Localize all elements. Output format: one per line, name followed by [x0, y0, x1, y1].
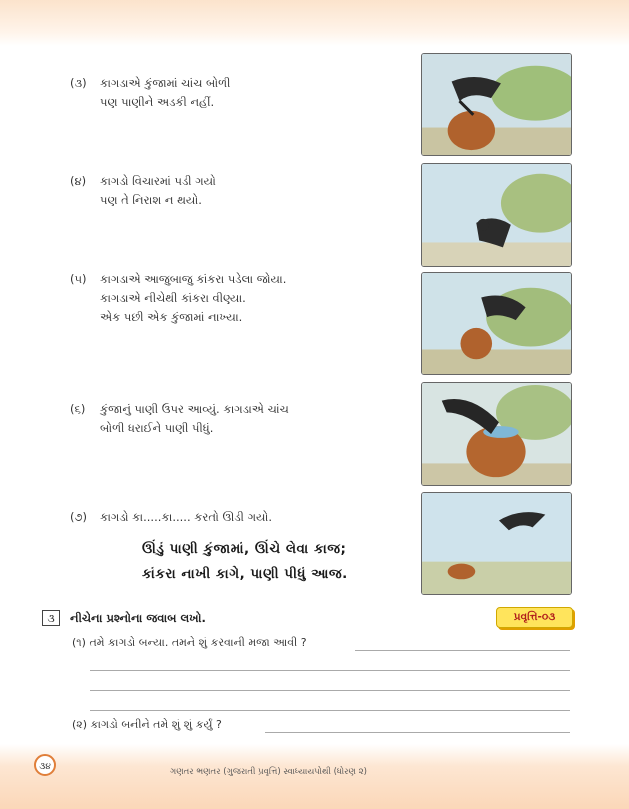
story-section-3	[70, 74, 230, 112]
crow-illustration-6	[421, 382, 572, 486]
crow-illustration-7	[421, 492, 572, 595]
section-number: (૭)	[70, 510, 87, 524]
question-number-box: ૩	[42, 610, 60, 626]
section-line: કુંજાનું પાણી ઉપર આવ્યું. કાગડાએ ચાંચ	[100, 402, 289, 416]
section-line: કાગડાએ કુંજામાં ચાંચ બોળી	[100, 76, 231, 90]
answer-line[interactable]	[265, 732, 570, 733]
answer-line[interactable]	[355, 650, 570, 651]
activity-badge: પ્રવૃત્તિ-૦૩	[496, 607, 573, 628]
section-number: (૫)	[70, 272, 87, 286]
question-2: (૨) કાગડો બનીને તમે શું શું કર્યું ?	[72, 718, 222, 731]
section-line: કાગડો કા.....કા..... કરતો ઊડી ગયો.	[100, 510, 272, 524]
section-line: કાગડાએ નીચેથી કાંકરા વીણ્યા.	[100, 291, 246, 305]
story-section-5	[70, 270, 286, 327]
top-decorative-band	[0, 0, 629, 46]
poem-line-2: કાંકરા નાખી કાગે, પાણી પીધું આજ.	[142, 566, 348, 582]
section-number: (૪)	[70, 174, 87, 188]
section-number: (૩)	[70, 76, 87, 90]
answer-line[interactable]	[90, 670, 570, 671]
section-line: કાગડાએ આજુબાજુ કાંકરા પડેલા જોયા.	[100, 272, 287, 286]
page-number: ૩૪	[34, 754, 56, 776]
story-section-6	[70, 400, 289, 438]
section-line: એક પછી એક કુંજામાં નાખ્યા.	[100, 310, 243, 324]
section-line: પણ તે નિરાશ ન થયો.	[100, 193, 202, 207]
answer-line[interactable]	[90, 710, 570, 711]
section-line: પણ પાણીને અડકી નહીં.	[100, 95, 215, 109]
answer-line[interactable]	[90, 690, 570, 691]
story-section-7	[70, 508, 272, 527]
question-1: (૧) તમે કાગડો બન્યા. તમને શું કરવાની મજા આવી ?	[72, 636, 307, 649]
crow-illustration-5	[421, 272, 572, 375]
footer-title: ગણતર ભણતર (ગુજરાતી પ્રવૃત્તિ) સ્વાધ્યાયપોથી (ધોરણ ૨)	[170, 767, 367, 777]
section-line: બોળી ધરાઈને પાણી પીધું.	[100, 421, 214, 435]
poem-line-1: ઊંડું પાણી કુંજામાં, ઊંચે લેવા કાજ;	[142, 541, 347, 557]
story-section-4	[70, 172, 216, 210]
crow-illustration-3	[421, 53, 572, 156]
question-title: નીચેના પ્રશ્નોના જવાબ લખો.	[70, 611, 206, 625]
section-number: (૬)	[70, 402, 86, 416]
crow-illustration-4	[421, 163, 572, 267]
section-line: કાગડો વિચારમાં પડી ગયો	[100, 174, 216, 188]
